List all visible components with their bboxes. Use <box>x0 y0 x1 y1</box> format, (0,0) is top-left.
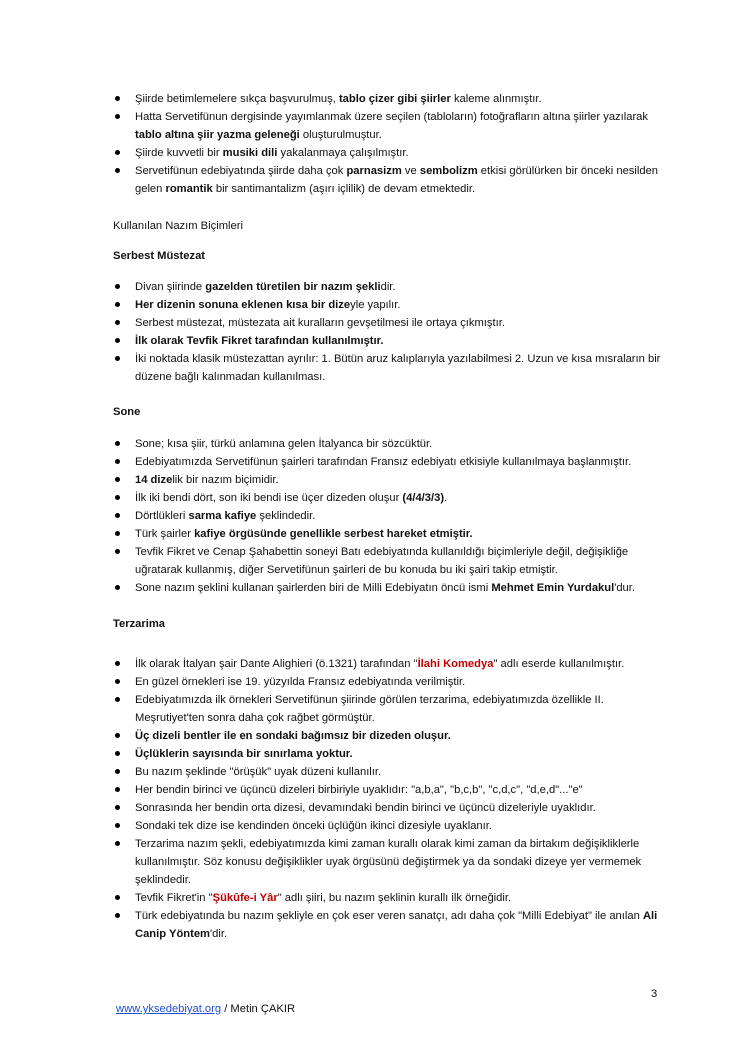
list-item: Sondaki tek dize ise kendinden önceki üçlüğün ikinci dizesiyle uyaklanır. <box>113 817 673 835</box>
list-item: Edebiyatımızda Servetifünun şairleri tarafından Fransız edebiyatı etkisiyle kullanılmaya başlanmıştır. <box>113 453 673 471</box>
list-item: Üç dizeli bentler ile en sondaki bağımsız bir dizeden oluşur. <box>113 727 673 745</box>
list-item: Bu nazım şeklinde "örüşük" uyak düzeni kullanılır. <box>113 763 673 781</box>
footer <box>116 1003 295 1015</box>
list-item: Her dizenin sonuna eklenen kısa bir dizeyle yapılır. <box>113 296 673 314</box>
list-item: Şiirde betimlemelere sıkça başvurulmuş, tablo çizer gibi şiirler kaleme alınmıştır. <box>113 90 673 108</box>
list-item: Türk edebiyatında bu nazım şekliyle en çok eser veren sanatçı, adı daha çok "Milli Edebiyat" ile anılan Ali Canip Yöntem'dir. <box>113 907 673 943</box>
terzarima-list <box>113 655 673 943</box>
list-item: Servetifünun edebiyatında şiirde daha çok parnasizm ve sembolizm etkisi görülürken bir önceki nesilden gelen romantik bir santimantalizm (aşırı içlilik) de devam etmektedir. <box>113 162 673 198</box>
list-item: Dörtlükleri sarma kafiye şeklindedir. <box>113 507 673 525</box>
heading-terzarima: Terzarima <box>113 618 166 630</box>
page-number: 3 <box>651 988 658 1000</box>
sone-list <box>113 435 673 597</box>
heading-sone: Sone <box>113 406 141 418</box>
list-item: Serbest müstezat, müstezata ait kuralların gevşetilmesi ile ortaya çıkmıştır. <box>113 314 673 332</box>
list-item: Türk şairler kafiye örgüsünde genellikle serbest hareket etmiştir. <box>113 525 673 543</box>
list-item: En güzel örnekleri ise 19. yüzyılda Fransız edebiyatında verilmiştir. <box>113 673 673 691</box>
list-item: Edebiyatımızda ilk örnekleri Servetifünun şiirinde görülen terzarima, edebiyatımızda özellikle II. Meşrutiyet'ten sonra daha çok rağbet görmüştür. <box>113 691 673 727</box>
footer-author: / Metin ÇAKIR <box>221 1003 296 1015</box>
list-item: Tevfik Fikret ve Cenap Şahabettin soneyi Batı edebiyatında kullanıldığı biçimleriyle değil, değişikliğe uğratarak kullanmış, diğer Servetifünun şairleri de bu konuda bu iki şairi takip etmiştir. <box>113 543 673 579</box>
list-item: İlk olarak Tevfik Fikret tarafından kullanılmıştır. <box>113 332 673 350</box>
intro-list <box>113 90 673 198</box>
list-item: Divan şiirinde gazelden türetilen bir nazım şeklidir. <box>113 278 673 296</box>
list-item: Sone; kısa şiir, türkü anlamına gelen İtalyanca bir sözcüktür. <box>113 435 673 453</box>
list-item: Terzarima nazım şekli, edebiyatımızda kimi zaman kurallı olarak kimi zaman da birtakım değişikliklerle kullanılmıştır. Söz konusu değişiklikler uyak örgüsünü değiştirmek ya da sondaki dizeye yer vermemek şeklindedir. <box>113 835 673 889</box>
list-item: Şiirde kuvvetli bir musiki dili yakalanmaya çalışılmıştır. <box>113 144 673 162</box>
list-item: Her bendin birinci ve üçüncü dizeleri birbiriyle uyaklıdır: "a,b,a", "b,c,b", "c,d,c", "d,e,d"..."e" <box>113 781 673 799</box>
list-item: Üçlüklerin sayısında bir sınırlama yoktur. <box>113 745 673 763</box>
list-item: İlk olarak İtalyan şair Dante Alighieri (ö.1321) tarafından "İlahi Komedya" adlı eserde kullanılmıştır. <box>113 655 673 673</box>
list-item: Tevfik Fikret'in "Şükûfe-i Yâr" adlı şiiri, bu nazım şeklinin kurallı ilk örneğidir. <box>113 889 673 907</box>
list-item: Sonrasında her bendin orta dizesi, devamındaki bendin birinci ve üçüncü dizeleriyle uyaklıdır. <box>113 799 673 817</box>
list-item: İlk iki bendi dört, son iki bendi ise üçer dizeden oluşur (4/4/3/3). <box>113 489 673 507</box>
list-item: Hatta Servetifünun dergisinde yayımlanmak üzere seçilen (tabloların) fotoğrafların altına şiirler yazılarak tablo altına şiir yazma geleneği oluşturulmuştur. <box>113 108 673 144</box>
list-item: 14 dizelik bir nazım biçimidir. <box>113 471 673 489</box>
list-item: İki noktada klasik müstezattan ayrılır: 1. Bütün aruz kalıplarıyla yazılabilmesi 2. Uzun ve kısa mısraların bir düzene bağlı kalınmadan kullanılması. <box>113 350 673 386</box>
list-item: Sone nazım şeklini kullanan şairlerden biri de Milli Edebiyatın öncü ismi Mehmet Emin Yurdakul'dur. <box>113 579 673 597</box>
section-title: Kullanılan Nazım Biçimleri <box>113 220 243 232</box>
heading-serbest-mustezat: Serbest Müstezat <box>113 250 206 262</box>
footer-link[interactable]: www.yksedebiyat.org <box>116 1003 222 1015</box>
serbest-list <box>113 278 673 386</box>
